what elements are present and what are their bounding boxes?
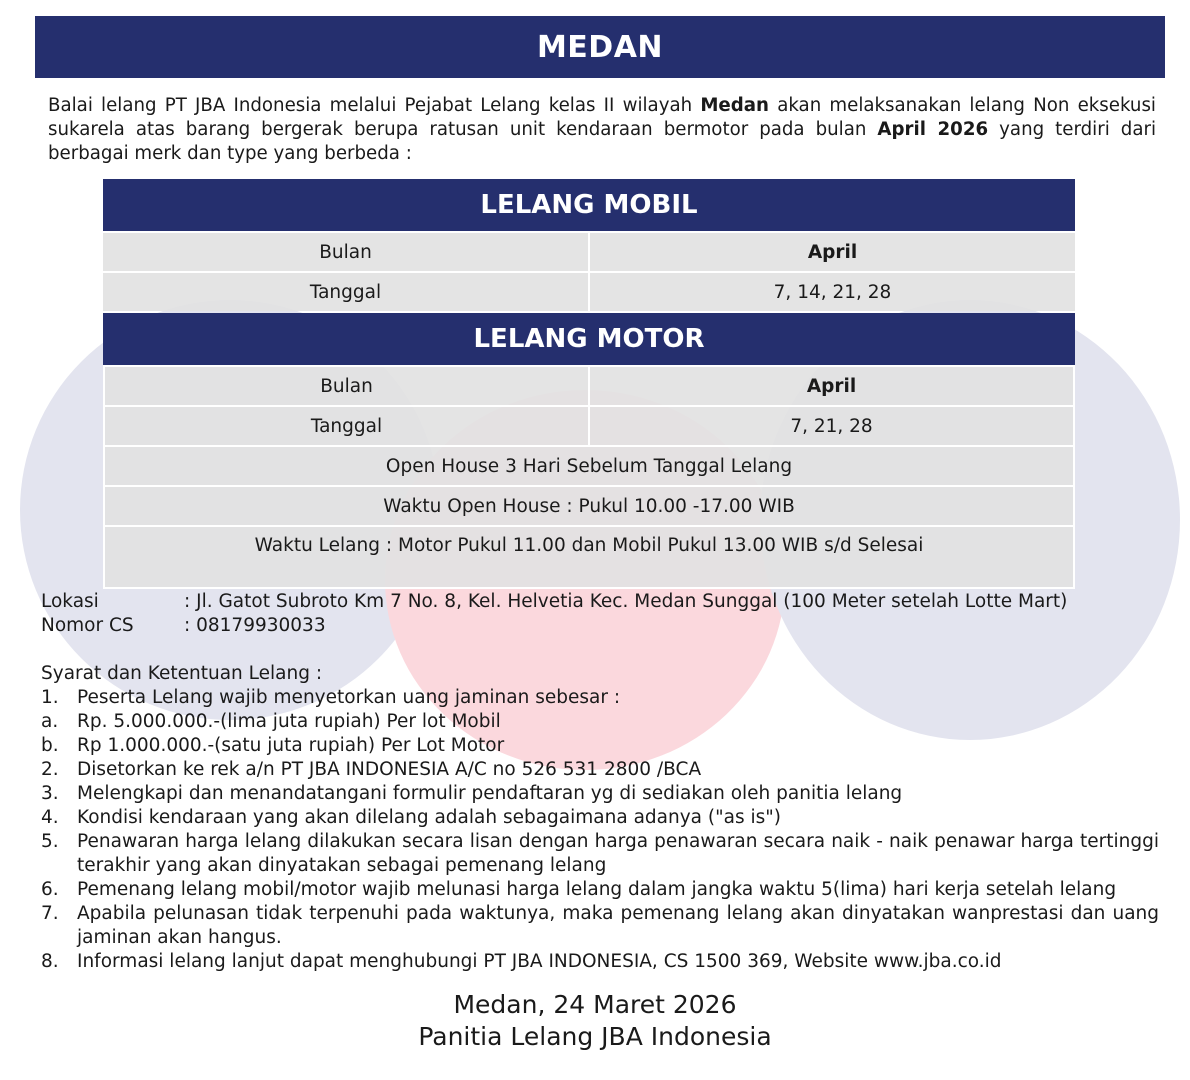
list-item — [41, 950, 1159, 974]
cs-info — [41, 614, 326, 638]
term-text: Kondisi kendaraan yang akan dilelang adalah sebagaimana adanya ("as is") — [77, 807, 781, 828]
term-number: 8. — [41, 951, 59, 972]
table-row — [103, 231, 1075, 271]
term-text: Rp 1.000.000.-(satu juta rupiah) Per Lot Motor — [77, 735, 505, 756]
footer-date: Medan, 24 Maret 2026 — [453, 990, 737, 1019]
term-text: Melengkapi dan menandatangani formulir pendaftaran yg di sediakan oleh panitia lelang — [77, 783, 903, 804]
lelang-motor-table — [103, 313, 1075, 589]
list-item — [41, 734, 1159, 758]
motor-bulan-value: April — [588, 367, 1073, 405]
list-item — [41, 830, 1159, 878]
intro-text-1: Balai lelang PT JBA Indonesia melalui Pejabat Lelang kelas II wilayah — [48, 95, 701, 116]
mobil-bulan-label: Bulan — [103, 233, 588, 271]
term-text: Pemenang lelang mobil/motor wajib melunasi harga lelang dalam jangka waktu 5(lima) hari kerja setelah lelang — [77, 879, 1117, 900]
intro-text-3: yang terdiri dari berbagai merk dan type yang berbeda : — [48, 119, 1156, 164]
terms-list — [41, 686, 1159, 974]
motor-bulan-label: Bulan — [105, 367, 588, 405]
term-number: 7. — [41, 903, 59, 924]
lelang-motor-body — [103, 365, 1075, 589]
term-text: Peserta Lelang wajib menyetorkan uang jaminan sebesar : — [77, 687, 621, 708]
motor-tanggal-value: 7, 21, 28 — [588, 407, 1073, 445]
term-text: Informasi lelang lanjut dapat menghubungi PT JBA INDONESIA, CS 1500 369, Website www.jba.co.id — [77, 951, 1002, 972]
cs-value: : 08179930033 — [184, 615, 326, 636]
motor-tanggal-label: Tanggal — [105, 407, 588, 445]
terms-title: Syarat dan Ketentuan Lelang : — [41, 663, 323, 684]
term-number: b. — [41, 735, 59, 756]
term-number: 2. — [41, 759, 59, 780]
table-row — [105, 405, 1073, 445]
term-number: 4. — [41, 807, 59, 828]
table-row — [105, 525, 1073, 587]
table-row — [105, 445, 1073, 485]
term-number: 1. — [41, 687, 59, 708]
lelang-motor-title: LELANG MOTOR — [103, 313, 1075, 365]
table-row — [105, 365, 1073, 405]
list-item — [41, 806, 1159, 830]
term-number: 5. — [41, 831, 59, 852]
list-item — [41, 686, 1159, 710]
location-info — [41, 590, 1067, 614]
term-number: 6. — [41, 879, 59, 900]
list-item — [41, 902, 1159, 950]
lelang-mobil-title: LELANG MOBIL — [103, 179, 1075, 231]
mobil-tanggal-value: 7, 14, 21, 28 — [588, 273, 1075, 311]
intro-month: April 2026 — [877, 119, 989, 140]
term-number: a. — [41, 711, 59, 732]
term-text: Disetorkan ke rek a/n PT JBA INDONESIA A/C no 526 531 2800 /BCA — [77, 759, 702, 780]
open-house-note: Open House 3 Hari Sebelum Tanggal Lelang — [105, 447, 1073, 485]
open-house-time: Waktu Open House : Pukul 10.00 -17.00 WIB — [105, 487, 1073, 525]
mobil-tanggal-label: Tanggal — [103, 273, 588, 311]
intro-text-2: akan melaksanakan lelang Non eksekusi sukarela atas barang bergerak berupa ratusan unit kendaraan bermotor pada bulan — [48, 95, 1156, 140]
intro-paragraph — [48, 94, 1156, 166]
list-item — [41, 782, 1159, 806]
term-text: Rp. 5.000.000.-(lima juta rupiah) Per lot Mobil — [77, 711, 501, 732]
term-number: 3. — [41, 783, 59, 804]
auction-time: Waktu Lelang : Motor Pukul 11.00 dan Mobil Pukul 13.00 WIB s/d Selesai — [105, 527, 1073, 587]
page-title: MEDAN — [35, 16, 1165, 78]
location-value: : Jl. Gatot Subroto Km 7 No. 8, Kel. Helvetia Kec. Medan Sunggal (100 Meter setelah Lotte Mart) — [184, 591, 1068, 612]
term-text: Penawaran harga lelang dilakukan secara lisan dengan harga penawaran secara naik - naik penawar harga tertinggi terakhir yang akan dinyatakan sebagai pemenang lelang — [77, 831, 1159, 876]
list-item — [41, 878, 1159, 902]
cs-label: Nomor CS — [41, 615, 134, 636]
intro-city: Medan — [700, 95, 770, 116]
list-item — [41, 758, 1159, 782]
mobil-bulan-value: April — [588, 233, 1075, 271]
table-row — [103, 271, 1075, 311]
location-label: Lokasi — [41, 591, 99, 612]
footer-organizer: Panitia Lelang JBA Indonesia — [418, 1022, 772, 1051]
term-text: Apabila pelunasan tidak terpenuhi pada waktunya, maka pemenang lelang akan dinyatakan wanprestasi dan uang jaminan akan hangus. — [77, 903, 1159, 948]
lelang-mobil-table — [103, 179, 1075, 311]
table-row — [105, 485, 1073, 525]
list-item — [41, 710, 1159, 734]
